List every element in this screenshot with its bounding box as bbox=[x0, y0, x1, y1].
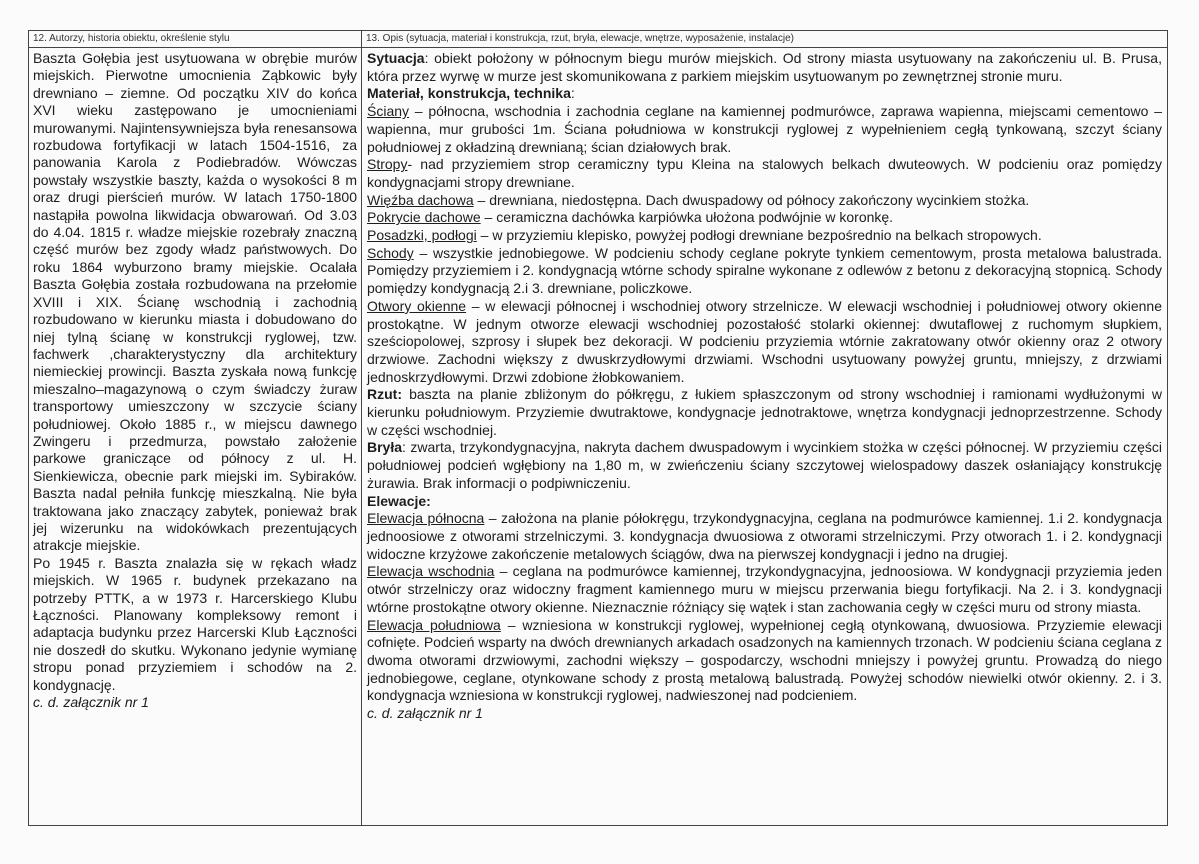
item-text: – wzniesiona w konstrukcji ryglowej, wypełnionej cegłą otynkowaną, dwuosiowa. Przyziemie elewacji cofnięte. Podcień wsparty na dwóch drewnianych arkadach osadzonych na kamiennych trzonach. W podcieniu ściana ceglana z dwoma otworami drzwiowymi, zachodni większy – gospodarczy, wschodni mniejszy i powyżej gruntu. Prowadzą do niego jednobiegowe, ceglane, otynkowane schody z prostą metalową balustradą. Powyżej schodów niewielki otwór okienny. 2. i 3. kondygnacja wzniesiona w konstrukcji ryglowej, nadwieszonej nad podcieniem. bbox=[367, 616, 1162, 704]
item-otwory bbox=[367, 298, 1162, 387]
section-text: : obiekt położony w północnym biegu murów miejskich. Od strony miasta usytuowany na zakończeniu ul. B. Prusa, która przez wyrwę w murze jest skomunikowana z parkiem miejskim usytuowanym po zewnętrznej stronie muru. bbox=[367, 50, 1162, 84]
attachment-reference: c. d. załącznik nr 1 bbox=[367, 705, 483, 722]
item-schody bbox=[367, 245, 1162, 298]
item-label: Schody bbox=[367, 244, 414, 261]
item-text: – wszystkie jednobiegowe. W podcieniu schody ceglane pokryte tynkiem cementowym, prosta metalowa balustrada. Pomiędzy przyziemiem i 2. kondygnacją wtórne schody spiralne wykonane z odlewów z betonu z dekoracyjną stopnicą. Schody pomiędzy kondygnacją 2.i 3. drewniane, policzkowe. bbox=[367, 244, 1162, 297]
item-text: – ceramiczna dachówka karpiówka ułożona podwójnie w koronkę. bbox=[480, 209, 894, 226]
item-text: – w przyziemiu klepisko, powyżej podłogi drewniane bezpośrednio na belkach stropowych. bbox=[476, 227, 1042, 244]
history-column bbox=[29, 31, 362, 825]
item-text: – w elewacji północnej i wschodniej otwory strzelnicze. W elewacji wschodniej i południowej otwory okienne prostokątne. W jednym otworze elewacji wschodniej pozostałość stolarki okiennej: dwutaflowej z ruchomym słupkiem, sześciopolowej, szprosy i słupek bez dekoracji. W podcieniu przyziemia wtórnie zakratowany otwór okienny oraz 2 otwory drzwiowe. Zachodni większy z dwuskrzydłowymi drzwiami. Wschodni usytuowany powyżej gruntu, mniejszy, z drzwiami jednoskrzydłowymi. Drzwi zdobione żłobkowaniem. bbox=[367, 297, 1162, 385]
section-label: Rzut: bbox=[367, 386, 402, 403]
history-text bbox=[29, 48, 361, 711]
section-bryla bbox=[367, 439, 1162, 492]
item-label: Więźba dachowa bbox=[367, 191, 474, 208]
section-label: Sytuacja bbox=[367, 50, 425, 66]
item-text: – północna, wschodnia i zachodnia ceglane na kamiennej podmurówce, zaprawa wapienna, miejscami cementowo – wapienna, mur grubości 1m. Ściana południowa w konstrukcji ryglowej z wypełnieniem cegłą tynkowaną, szczyt ściany południowej z okładziną drewnianą; ścian działowych brak. bbox=[367, 103, 1162, 155]
item-pokrycie bbox=[367, 209, 1162, 227]
section-text: baszta na planie zbliżonym do półkręgu, z łukiem spłaszczonym od strony wschodniej i ramionami wydłużonymi w kierunku południowym. Przyziemie dwutraktowe, kondygnacje jednotraktowe, wnętrza kondygnacji jednoprzestrzenne. Schody w części wschodniej. bbox=[367, 386, 1162, 438]
item-text: – ceglana na podmurówce kamiennej, trzykondygnacyjna, jednoosiowa. W kondygnacji przyziemia jeden otwór strzelniczy oraz widoczny fragment kamiennego muru w miejscu przerwania biegu fortyfikacji. Na 2. i 3. kondygnacji wtórne prostokątne otwory okienne. Nieznacznie różniący się wątek i stan zachowania cegły w części muru od strony miasta. bbox=[367, 563, 1162, 615]
item-label: Ściany bbox=[367, 103, 410, 120]
section-label: Materiał, konstrukcja, technika bbox=[367, 85, 571, 102]
item-label: Elewacja północna bbox=[367, 510, 485, 527]
item-stropy bbox=[367, 156, 1162, 191]
item-text: – drewniana, niedostępna. Dach dwuspadowy od północy zakończony wycinkiem stożka. bbox=[473, 191, 1030, 208]
history-paragraph: Po 1945 r. Baszta znalazła się w rękach władz miejskich. W 1965 r. budynek przekazano na potrzeby PTTK, a w 1973 r. Harcerskiego Klubu Łączności. Planowany kompleksowy remont i adaptacja budynku przez Harcerski Klub Łączności nie doszedł do skutku. Wykonano jedynie wymianę stropu ponad przyziemiem i schodów na 2. kondygnację. bbox=[33, 554, 357, 693]
item-elewacja-polnocna bbox=[367, 510, 1162, 563]
record-card-sheet bbox=[28, 30, 1168, 826]
item-label: Elewacja wschodnia bbox=[367, 563, 495, 580]
item-text: - nad przyziemiem strop ceramiczny typu Kleina na stalowych belkach dwuteowych. W podcieniu oraz pomiędzy kondygnacjami stropy drewniane. bbox=[367, 156, 1162, 190]
item-label: Elewacja południowa bbox=[367, 616, 501, 633]
section-material bbox=[367, 85, 1162, 103]
section-text: : zwarta, trzykondygnacyjna, nakryta dachem dwuspadowym i wycinkiem stożka w części północnej. W przyziemiu części południowej podcień wgłębiony na 1,80 m, w zwieńczeniu ściany szczytowej wielospadowy daszek osłaniający konstrukcję żurawia. Brak informacji o podpiwniczeniu. bbox=[367, 439, 1162, 491]
section-elewacje bbox=[367, 493, 1162, 511]
history-paragraph: Baszta Gołębia jest usytuowana w obrębie murów miejskich. Pierwotne umocnienia Ząbkowic były drewniano – ziemne. Od początku XIV do końca XVI wieku zastępowano je umocnieniami murowanymi. Najintensywniejsza była renesansowa rozbudowa fortyfikacji w latach 1504-1516, za panowania Karola z Podiebradów. Wówczas powstały wszystkie baszty, każda o wysokości 8 m oraz drugi pierścień murów. W latach 1750-1800 nastąpiła powolna likwidacja obwarowań. Od 3.03 do 4.04. 1815 r. władze miejskie rozebrały znaczną część murów bez zgody władz państwowych. Do roku 1864 wyburzono bramy miejskie. Ocalała Baszta Gołębia została rozbudowana na przełomie XVIII i XIX. Ścianę wschodnią i zachodnią rozbudowano w kierunku miasta i dobudowano do niej tylną ścianę w konstrukcji ryglowej, tzw. fachwerk ,charakterystyczny dla architektury niemieckiej prowincji. Baszta zyskała nową funkcję mieszalno–magazynową o czym świadczy żuraw transportowy umieszczony w szczycie ściany południowej. Około 1885 r., w miejscu dawnego Zwingeru i przedmurza, powstało założenie parkowe graniczące od północy z ul. H. Sienkiewicza, obecnie park miejski im. Sybiraków. Baszta nadal pełniła funkcję mieszkalną. Nie była traktowana jako znaczący zabytek, ponieważ brak jej wizerunku na widokówkach prezentujących atrakcje miejskie. bbox=[33, 50, 357, 554]
section-rzut bbox=[367, 386, 1162, 439]
attachment-reference: c. d. załącznik nr 1 bbox=[33, 694, 149, 711]
section-label: Bryła bbox=[367, 439, 403, 456]
section-sytuacja bbox=[367, 50, 1162, 85]
history-column-header: 12. Autorzy, historia obiektu, określenie stylu bbox=[29, 31, 361, 48]
description-column bbox=[362, 31, 1168, 825]
item-elewacja-wschodnia bbox=[367, 563, 1162, 616]
item-label: Stropy bbox=[367, 156, 408, 173]
description-column-header: 13. Opis (sytuacja, materiał i konstrukcja, rzut, bryła, elewacje, wnętrze, wyposażenie, instalacje) bbox=[362, 31, 1168, 48]
description-text bbox=[362, 48, 1168, 723]
item-label: Posadzki, podłogi bbox=[367, 227, 477, 244]
item-text: – założona na planie półokręgu, trzykondygnacyjna, ceglana na podmurówce kamiennej. 1.i 2. kondygnacja jednoosiowe z otworami strzelniczymi. 3. kondygnacja dwuosiowa z otworami strzelniczymi. Przy otworach 1. i 2. kondygnacji widoczne krzyżowe zakończenie metalowych ściągów, dwa na pierwszej kondygnacji i jedno na drugiej. bbox=[367, 510, 1162, 562]
section-text: : bbox=[570, 85, 575, 102]
item-label: Otwory okienne bbox=[367, 297, 467, 314]
item-label: Pokrycie dachowe bbox=[367, 209, 481, 226]
item-sciany bbox=[367, 103, 1162, 156]
item-posadzki bbox=[367, 227, 1162, 245]
item-elewacja-poludniowa bbox=[367, 617, 1162, 706]
section-label: Elewacje: bbox=[367, 492, 431, 509]
item-wiezba bbox=[367, 192, 1162, 210]
